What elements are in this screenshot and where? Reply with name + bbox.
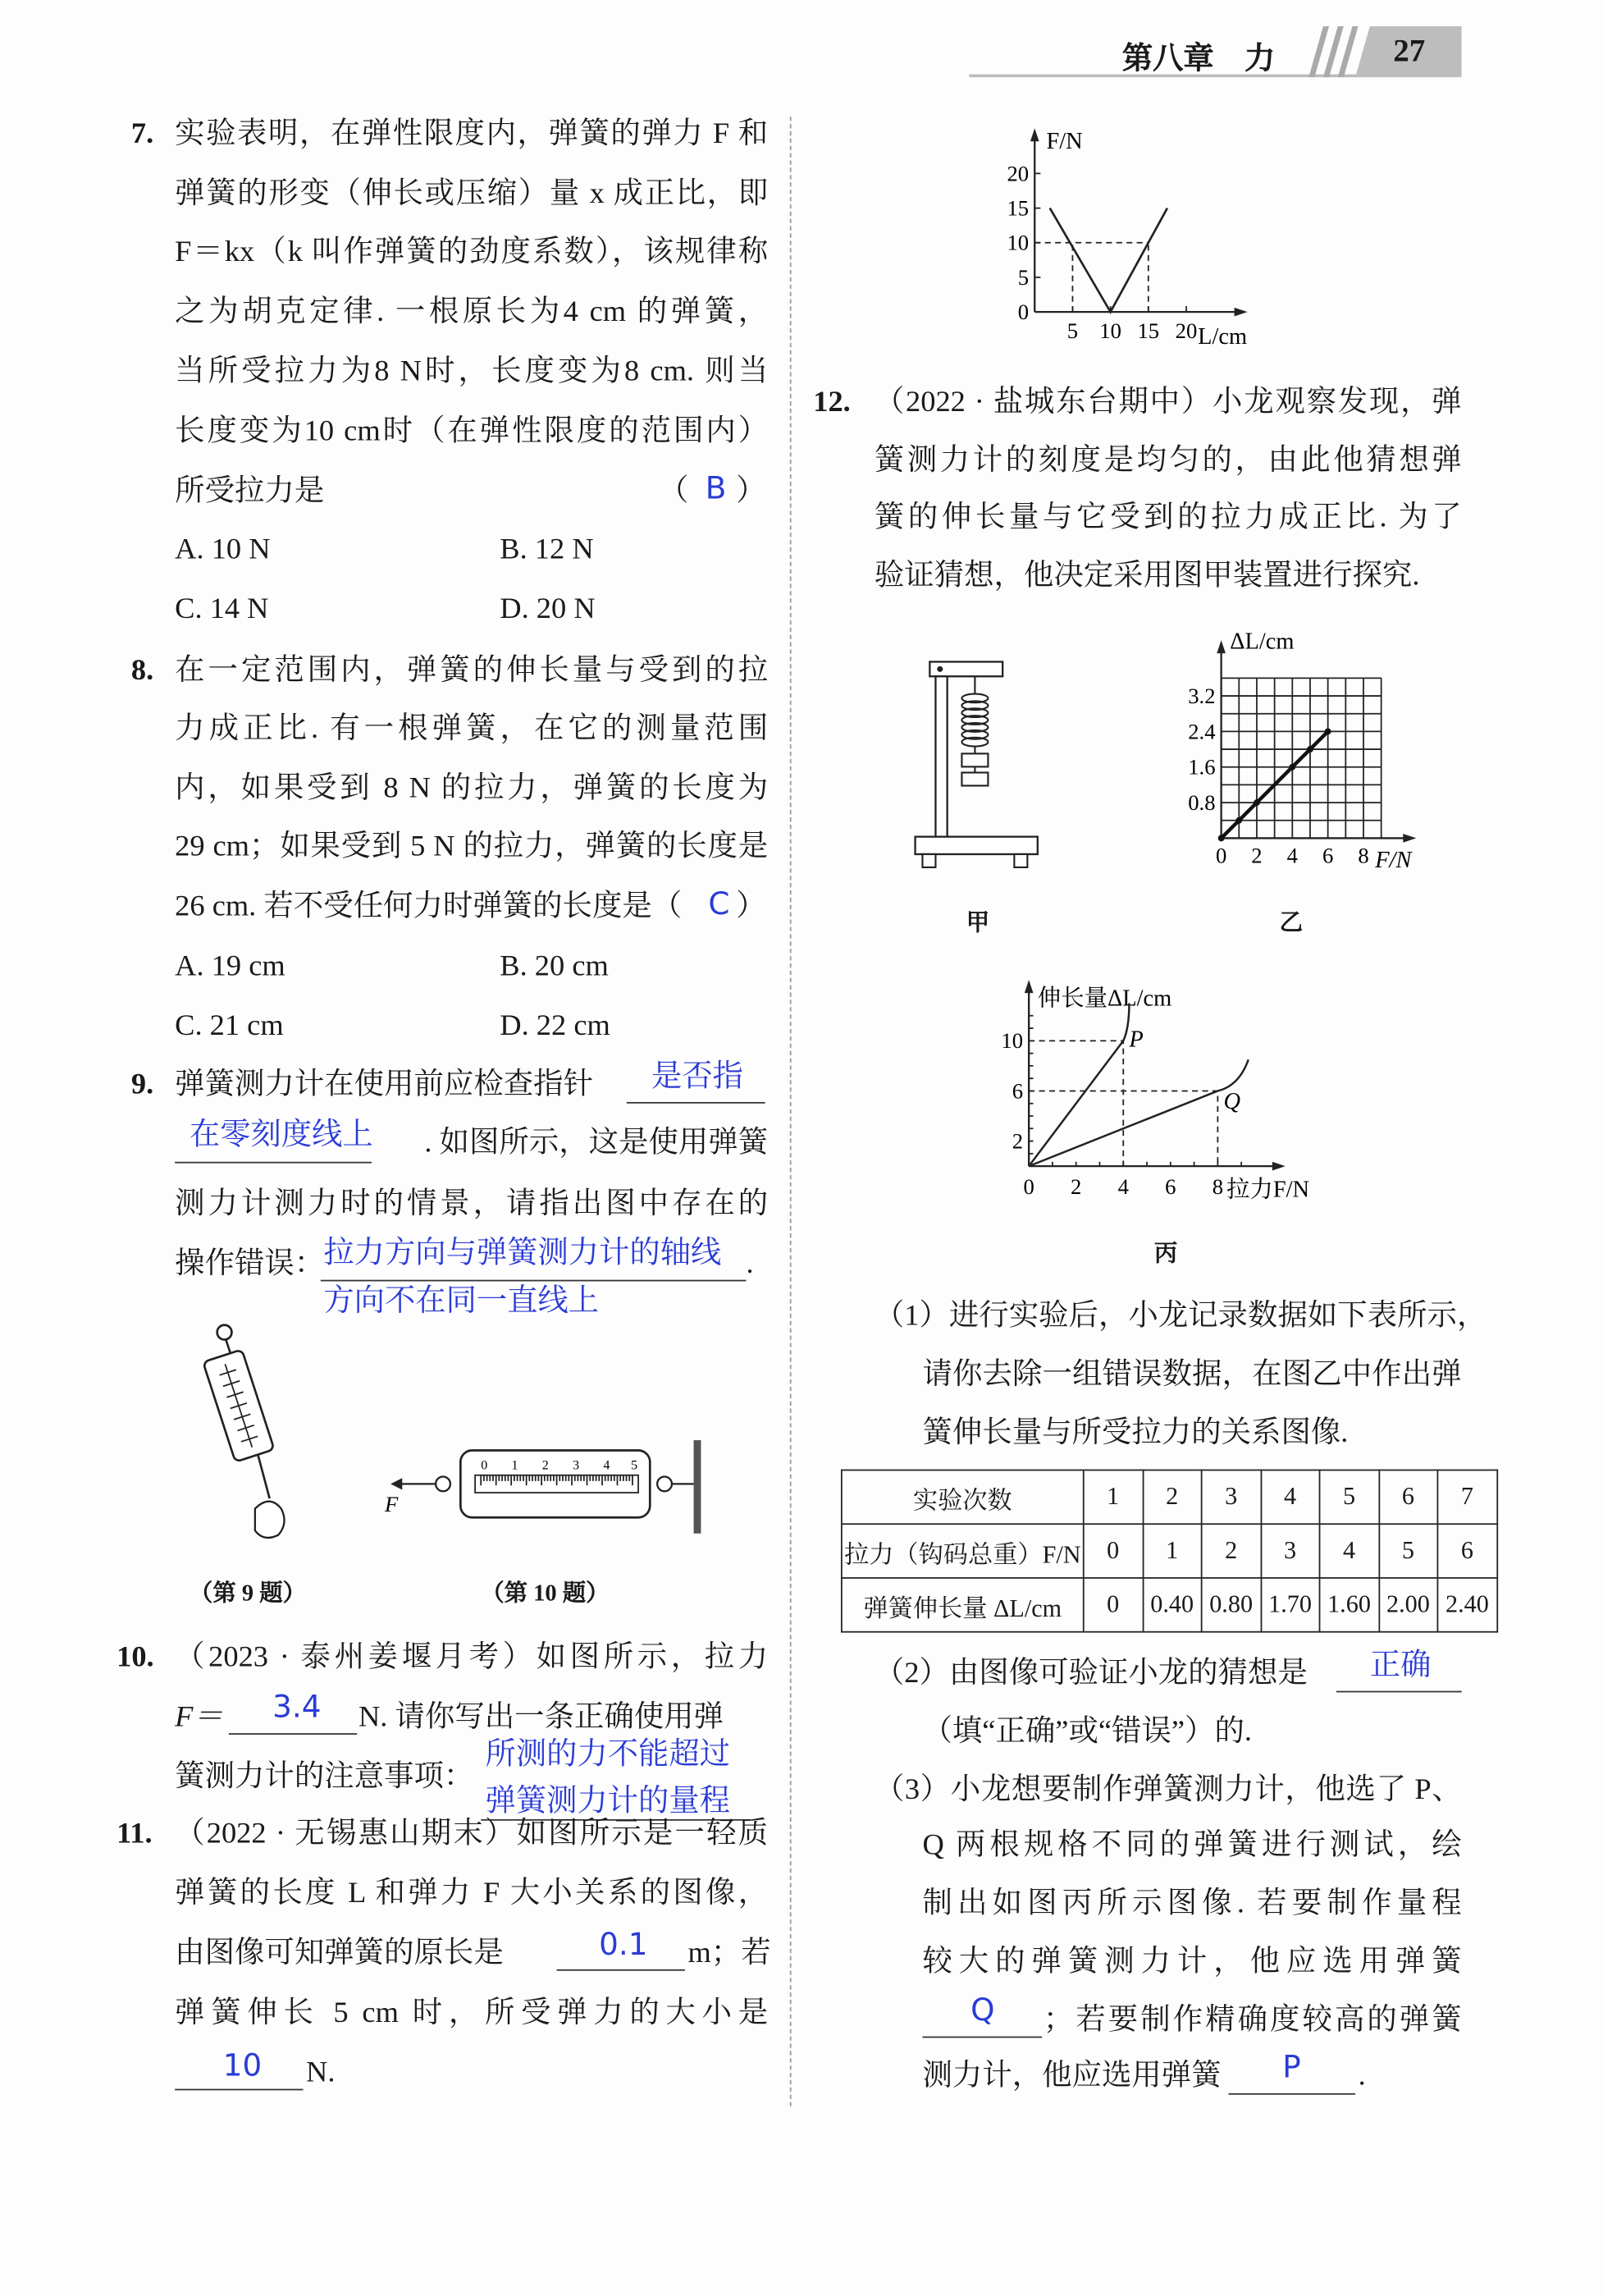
data-point [1307, 746, 1313, 752]
q8-paren-close: ） [736, 890, 766, 923]
series-line-p [1029, 1004, 1129, 1167]
q10-answer-2b: 弹簧测力计的量程 [485, 1782, 730, 1818]
q8-answer: C [708, 886, 730, 922]
q12-part1-line: 请你去除一组错误数据，在图乙中作出弹 [922, 1358, 1462, 1391]
q12-part1-line: 簧伸长量与所受拉力的关系图像. [922, 1416, 1349, 1449]
q9-blank-1 [627, 1102, 765, 1104]
x-tick-label: 0 [1215, 843, 1227, 868]
q8-line: 力成正比. 有一根弹簧，在它的测量范围 [175, 712, 769, 745]
table-cell: 6 [1437, 1524, 1496, 1578]
y-tick-label: 2.4 [1188, 719, 1216, 744]
q9-line: 测力计测力时的情景，请指出图中存在的 [175, 1187, 769, 1220]
x-axis-arrow [1403, 834, 1416, 843]
x-axis-arrow [1235, 308, 1248, 317]
q10-answer-2a: 所测的力不能超过 [485, 1736, 730, 1772]
table-cell: 2.00 [1378, 1578, 1437, 1632]
series-label-q: Q [1223, 1088, 1240, 1114]
q12-blank-3a [922, 2037, 1042, 2038]
q8-line: 内，如果受到 8 N 的拉力，弹簧的长度为 [175, 772, 769, 805]
caption-bing: 丙 [1153, 1242, 1178, 1267]
column-divider [790, 117, 792, 2106]
table-cell: 1.60 [1320, 1578, 1379, 1632]
caption-yi: 乙 [1279, 911, 1304, 936]
q9-caption: （第 9 题） [189, 1581, 307, 1607]
apparatus-jia-figure [911, 653, 1049, 875]
series-line [1050, 208, 1167, 313]
y-tick-label: 1.6 [1188, 754, 1216, 780]
x-axis-label: F/N [1375, 847, 1412, 873]
q9-answer-1a: 是否指 [651, 1058, 743, 1094]
data-point [1254, 799, 1260, 806]
q7-line: F＝kx（k 叫作弹簧的劲度系数），该规律称 [175, 236, 769, 268]
q8-number: 8. [130, 654, 154, 687]
q11-line: 由图像可知弹簧的原长是 [175, 1937, 504, 1969]
q10-caption: （第 10 题） [481, 1581, 610, 1607]
scale-tick-label: 3 [573, 1458, 580, 1473]
y-tick-label: 15 [1007, 195, 1030, 221]
x-axis-label: L/cm [1198, 324, 1248, 350]
table-row [842, 1578, 1496, 1632]
q12-answer-3a: Q [970, 1992, 995, 2028]
data-point [1289, 764, 1295, 771]
q7-paren-open: （ [658, 475, 689, 508]
q11-line: 弹簧的长度 L 和弹力 F 大小关系的图像， [175, 1878, 769, 1910]
q9-line: 弹簧测力计在使用前应检查指针 [175, 1068, 593, 1101]
q10-line: F＝ [175, 1701, 223, 1734]
q10-line: 簧测力计的注意事项： [175, 1760, 474, 1793]
chapter-title: 第八章 力 [1121, 40, 1276, 76]
table-header: 拉力（钩码总重）F/N [842, 1524, 1084, 1578]
q7-number: 7. [130, 117, 154, 150]
q9-answer-2a: 拉力方向与弹簧测力计的轴线 [323, 1234, 722, 1270]
q7-line: 所受拉力是 [175, 475, 325, 508]
x-tick-label: 6 [1165, 1173, 1176, 1199]
q7-option-c: C. 14 N [175, 592, 269, 626]
table-cell: 4 [1261, 1470, 1320, 1524]
q9-number: 9. [130, 1068, 154, 1101]
q7-line: 实验表明，在弹性限度内，弹簧的弹力 F 和 [175, 117, 769, 150]
y-tick-label: 5 [1017, 264, 1030, 290]
q9-period: . [746, 1247, 754, 1280]
x-tick-label: 0 [1023, 1173, 1034, 1199]
x-tick-label: 2 [1251, 843, 1263, 868]
q7-line: 长度变为10 cm时（在弹性限度的范围内） [175, 415, 769, 448]
q11-answer-1: 0.1 [599, 1927, 648, 1963]
table-cell: 0.40 [1143, 1578, 1202, 1632]
table-header: 实验次数 [842, 1470, 1084, 1524]
q9-answer-1b: 在零刻度线上 [189, 1116, 373, 1152]
y-axis-label: ΔL/cm [1230, 629, 1295, 655]
q8-option-b: B. 20 cm [500, 950, 609, 983]
q7-line: 弹簧的形变（伸长或压缩）量 x 成正比，即 [175, 177, 769, 210]
q10-blank-1 [229, 1733, 357, 1735]
q10-force-label: F [384, 1492, 399, 1517]
scale-tick-label: 0 [481, 1458, 488, 1473]
x-tick-label: 8 [1212, 1173, 1224, 1199]
scale-tick-label: 1 [511, 1458, 518, 1473]
y-axis-arrow [1025, 980, 1034, 993]
table-cell: 0 [1084, 1578, 1143, 1632]
q7-option-d: D. 20 N [500, 592, 596, 626]
q12-part3-line: ；若要制作精确度较高的弹簧 [1043, 2004, 1462, 2037]
x-axis-arrow [1272, 1162, 1286, 1171]
y-tick-label: 0 [1017, 300, 1030, 325]
q11-answer-2: 10 [222, 2047, 263, 2083]
q11-line: m；若 [687, 1937, 771, 1969]
x-tick-label: 8 [1358, 843, 1369, 868]
q7-option-a: A. 10 N [175, 533, 271, 566]
q12-part2-line: （2）由图像可验证小龙的猜想是 [874, 1657, 1308, 1690]
y-axis-arrow [1217, 640, 1226, 653]
table-cell: 3 [1202, 1470, 1261, 1524]
y-axis-label: 伸长量ΔL/cm [1037, 986, 1172, 1012]
table-cell: 2.40 [1437, 1578, 1496, 1632]
scale-tick-label: 4 [603, 1458, 610, 1473]
q9-answer-2b: 方向不在同一直线上 [323, 1283, 600, 1318]
q12-part3-line: （3）小龙想要制作弹簧测力计，他选了 P、 [874, 1773, 1462, 1806]
scale-tick-label: 2 [541, 1458, 549, 1473]
q11-line: （2022 · 无锡惠山期末）如图所示是一轻质 [175, 1818, 769, 1850]
data-point [1325, 728, 1331, 734]
q7-answer: B [705, 470, 727, 506]
q12-part3-line: Q 两根规格不同的弹簧进行测试，绘 [922, 1829, 1462, 1862]
q12-answer-3b: P [1282, 2049, 1301, 2085]
table-cell: 1.70 [1261, 1578, 1320, 1632]
q9-line: 操作错误： [175, 1247, 325, 1280]
q12-number: 12. [813, 386, 851, 418]
table-cell: 0.80 [1202, 1578, 1261, 1632]
q8-option-a: A. 19 cm [175, 950, 285, 983]
q12-part2-line: （填“正确”或“错误”）的. [922, 1715, 1252, 1748]
q8-line: 在一定范围内，弹簧的伸长量与受到的拉 [175, 654, 769, 687]
x-tick-label: 15 [1137, 318, 1160, 344]
y-tick-label: 0.8 [1188, 789, 1216, 815]
table-cell: 6 [1378, 1470, 1437, 1524]
q11-line: 弹簧伸长 5 cm 时，所受弹力的大小是 [175, 1996, 769, 2029]
chart-yi [1166, 620, 1457, 882]
scale-tick-label: 5 [631, 1458, 638, 1473]
q12-answer-2: 正确 [1369, 1647, 1432, 1682]
q12-part3-line: 较大的弹簧测力计，他应选用弹簧 [922, 1946, 1462, 1978]
q9-line: . 如图所示，这是使用弹簧 [424, 1127, 769, 1159]
series-label-p: P [1129, 1027, 1144, 1053]
table-row [842, 1470, 1496, 1524]
q11-number: 11. [116, 1818, 153, 1850]
q12-part1-line: （1）进行实验后，小龙记录数据如下表所示， [874, 1300, 1487, 1333]
q7-line: 之为胡克定律. 一根原长为4 cm 的弹簧， [175, 295, 769, 328]
q8-line: 29 cm；如果受到 5 N 的拉力，弹簧的长度是 [175, 830, 769, 863]
q8-line: 26 cm. 若不受任何力时弹簧的长度是（ [175, 890, 683, 923]
q9-spring-scale-figure [182, 1312, 306, 1545]
q10-spring-scale-figure [376, 1436, 718, 1538]
x-tick-label: 4 [1286, 843, 1298, 868]
y-tick-label: 3.2 [1188, 683, 1216, 708]
table-cell: 7 [1437, 1470, 1496, 1524]
q10-line: N. 请你写出一条正确使用弹 [358, 1701, 724, 1734]
q9-blank-1b [175, 1162, 372, 1164]
q12-line: 簧测力计的刻度是均匀的，由此他猜想弹 [874, 444, 1462, 477]
chart-bing [991, 969, 1355, 1217]
y-axis-arrow [1030, 128, 1039, 141]
table-row [842, 1524, 1496, 1578]
x-tick-label: 20 [1175, 318, 1198, 344]
y-tick-label: 6 [1012, 1078, 1024, 1104]
table-cell: 5 [1378, 1524, 1437, 1578]
table-cell: 3 [1261, 1524, 1320, 1578]
q7-paren-close: ） [736, 475, 766, 508]
table-cell: 2 [1202, 1524, 1261, 1578]
q12-part3-line: 测力计，他应选用弹簧 [922, 2060, 1222, 2092]
x-tick-label: 6 [1322, 843, 1334, 868]
q8-option-c: C. 21 cm [175, 1010, 284, 1043]
q7-line: 当所受拉力为8 N时，长度变为8 cm. 则当 [175, 355, 769, 388]
x-axis-label: 拉力F/N [1226, 1177, 1310, 1203]
table-cell: 1 [1143, 1524, 1202, 1578]
q12-part3-line: 制出如图丙所示图像. 若要制作量程 [922, 1887, 1462, 1920]
q12-line: 验证猜想，他决定采用图甲装置进行探究. [874, 560, 1420, 592]
q12-line: （2022 · 盐城东台期中）小龙观察发现，弹 [874, 386, 1462, 418]
caption-jia: 甲 [966, 911, 990, 936]
series-line-q [1029, 1059, 1249, 1166]
q12-period: . [1358, 2060, 1366, 2092]
x-tick-label: 5 [1066, 318, 1079, 344]
q10-line: （2023 · 泰州姜堰月考）如图所示，拉力 [175, 1641, 769, 1674]
q11-blank-1 [557, 1969, 685, 1971]
q8-option-d: D. 22 cm [500, 1010, 610, 1043]
data-table [841, 1470, 1497, 1633]
q11-blank-2 [175, 2089, 303, 2091]
table-cell: 4 [1320, 1524, 1379, 1578]
table-cell: 2 [1143, 1470, 1202, 1524]
x-tick-label: 10 [1099, 318, 1121, 344]
y-tick-label: 2 [1012, 1128, 1024, 1154]
x-tick-label: 4 [1117, 1173, 1129, 1199]
table-cell: 1 [1084, 1470, 1143, 1524]
y-tick-label: 20 [1007, 161, 1030, 186]
q12-blank-3b [1229, 2093, 1356, 2095]
header-hatch-decoration [1294, 26, 1461, 77]
table-header: 弹簧伸长量 ΔL/cm [842, 1578, 1084, 1632]
q11-force-length-chart [991, 117, 1282, 350]
q7-option-b: B. 12 N [500, 533, 594, 566]
q11-line: N. [306, 2056, 336, 2089]
x-tick-label: 2 [1071, 1173, 1082, 1199]
y-tick-label: 10 [1001, 1028, 1024, 1054]
data-point [1235, 817, 1242, 824]
q12-line: 簧的伸长量与它受到的拉力成正比. 为了 [874, 501, 1462, 534]
q10-answer-1: 3.4 [272, 1689, 322, 1725]
table-cell: 5 [1320, 1470, 1379, 1524]
page-number: 27 [1393, 32, 1426, 69]
y-axis-label: F/N [1046, 129, 1083, 155]
table-cell: 0 [1084, 1524, 1143, 1578]
q10-number: 10. [116, 1641, 154, 1674]
y-tick-label: 10 [1007, 230, 1030, 255]
q12-blank-2 [1336, 1691, 1462, 1693]
data-point [1218, 835, 1225, 842]
